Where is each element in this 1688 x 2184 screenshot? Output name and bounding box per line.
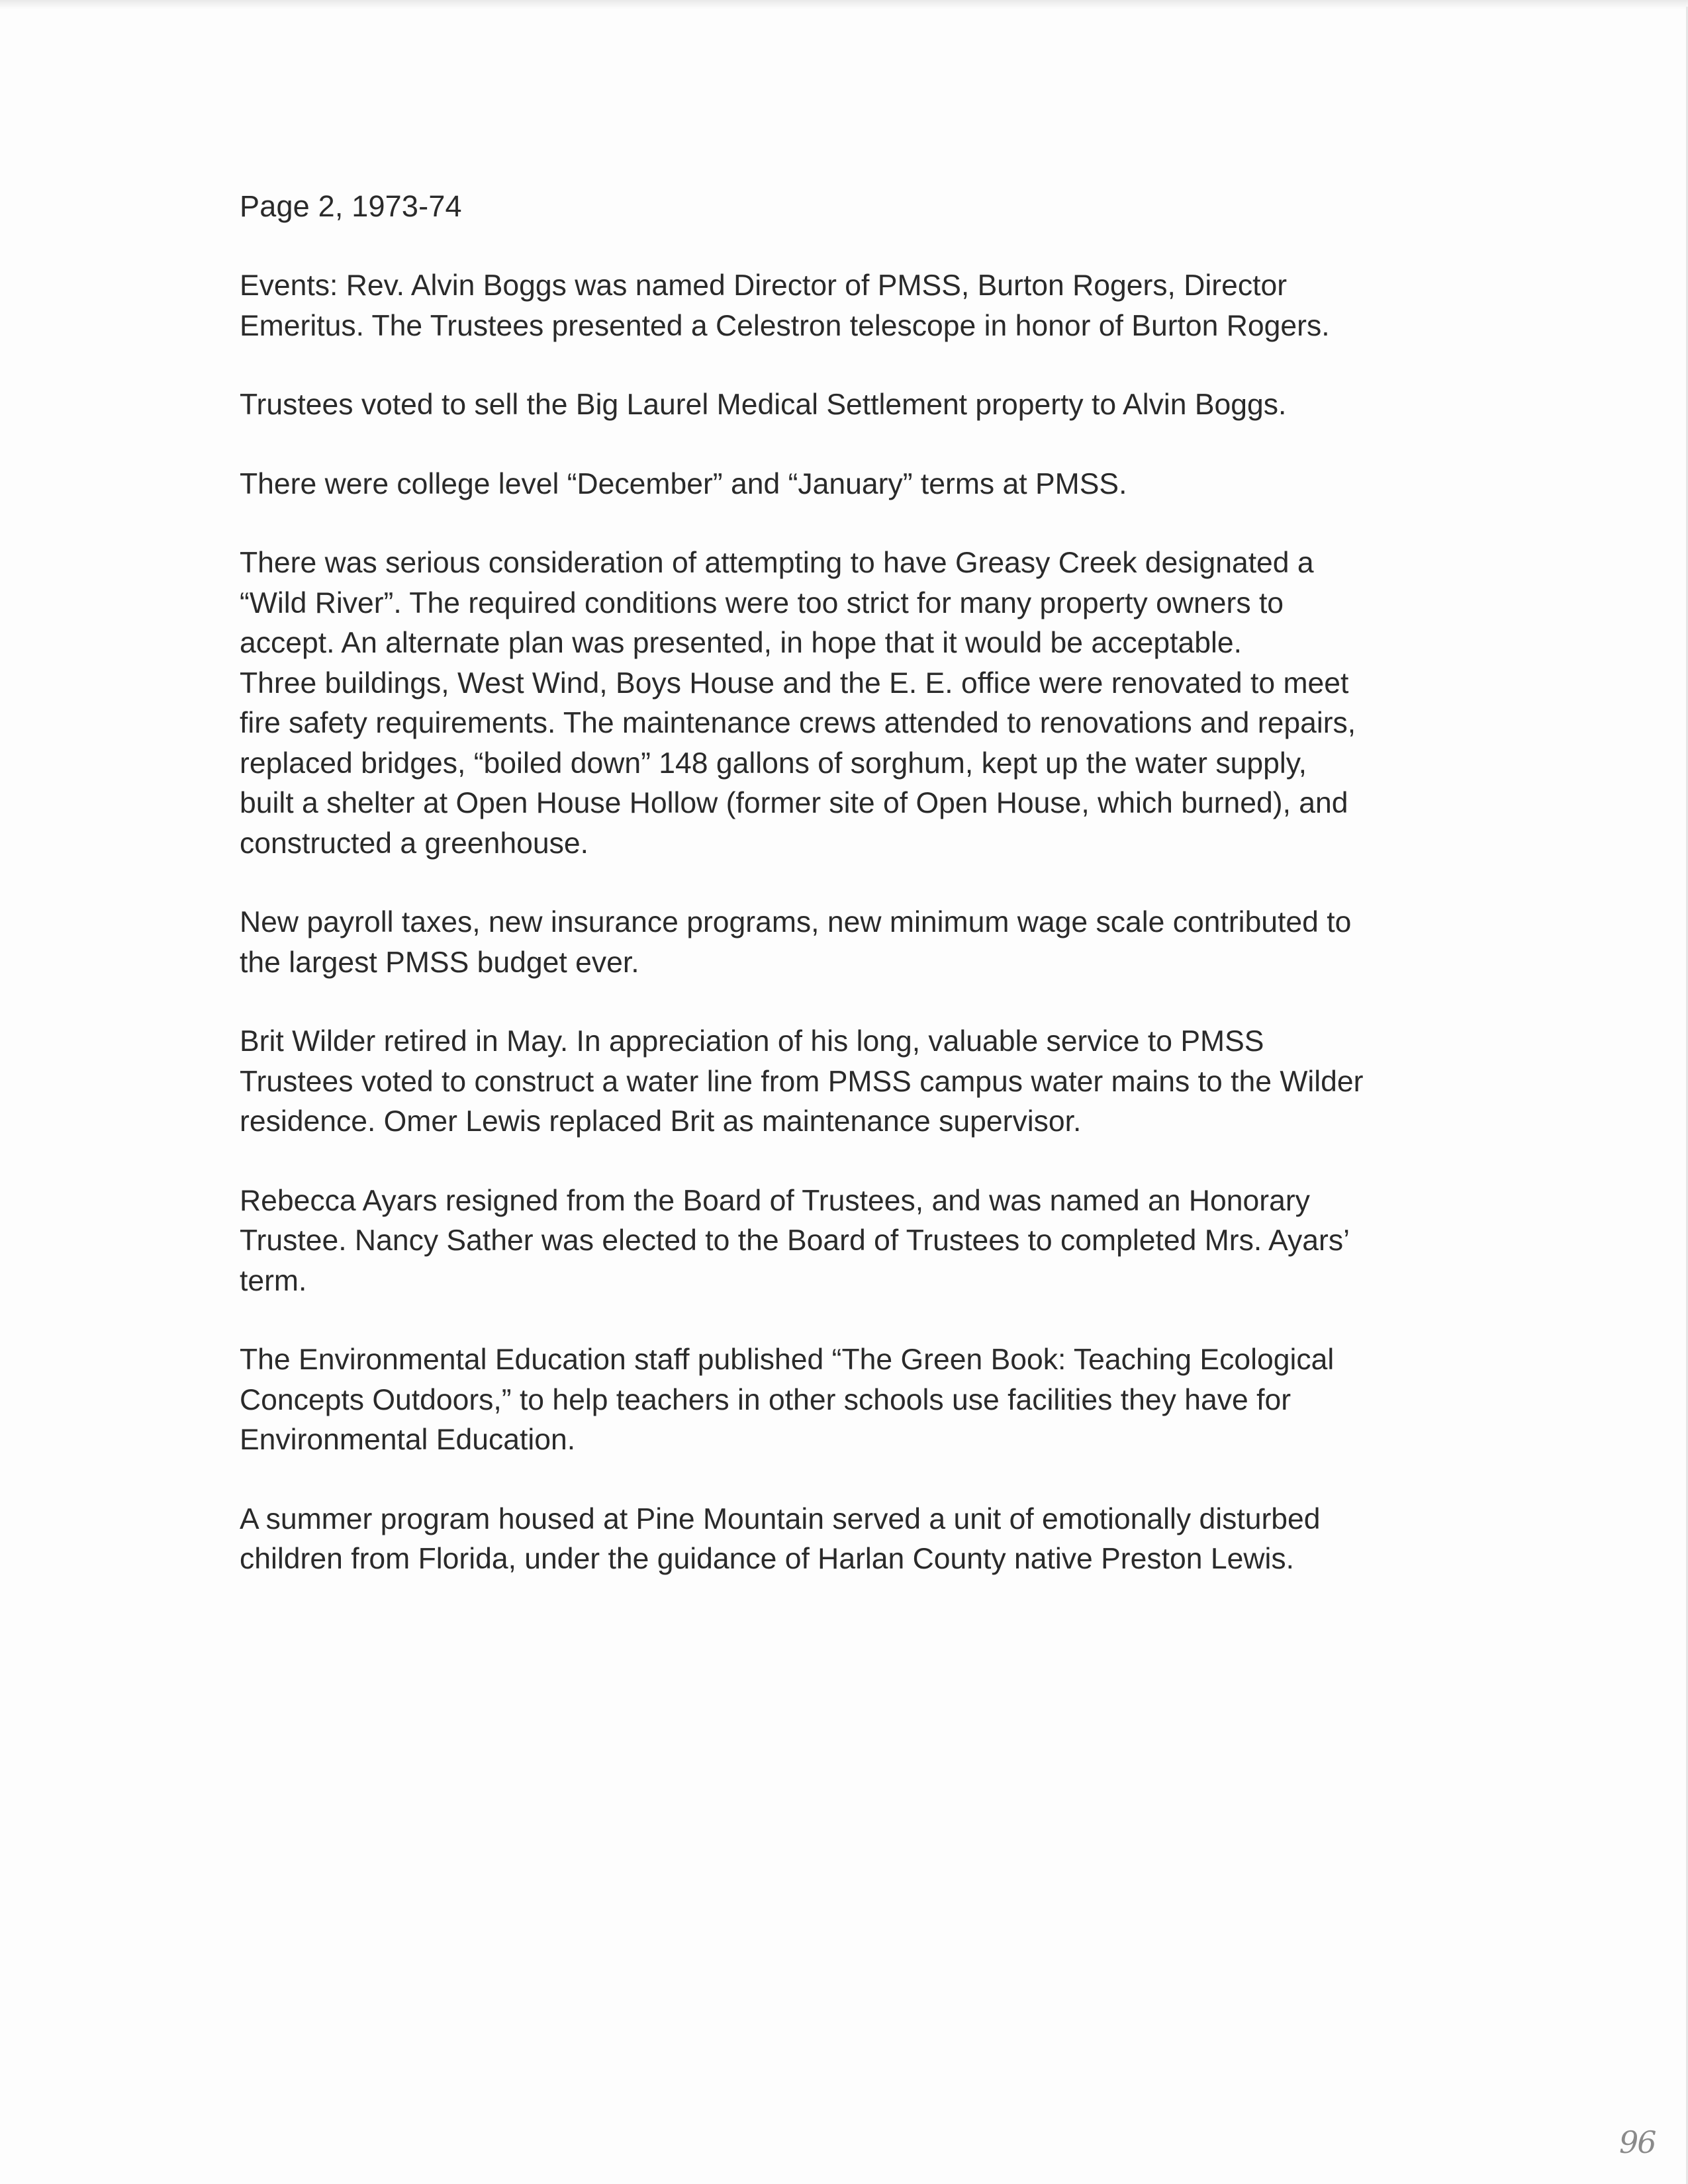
text-line: children from Florida, under the guidance of Harlan County native Preston Lewis. bbox=[240, 1543, 1294, 1575]
text-line: the largest PMSS budget ever. bbox=[240, 946, 639, 979]
text-line: The Environmental Education staff published “The Green Book: Teaching Ecological bbox=[240, 1343, 1335, 1376]
text-line: New payroll taxes, new insurance programs, new minimum wage scale contributed to bbox=[240, 906, 1352, 938]
paragraph-budget bbox=[240, 903, 1537, 983]
text-line: accept. An alternate plan was presented, in hope that it would be acceptable. bbox=[240, 627, 1243, 659]
text-line: Trustee. Nancy Sather was elected to the Board of Trustees to completed Mrs. Ayars’ bbox=[240, 1224, 1350, 1257]
document-body bbox=[240, 187, 1537, 1580]
paragraph-summer-program bbox=[240, 1500, 1537, 1580]
text-line: “Wild River”. The required conditions were too strict for many property owners to bbox=[240, 586, 1284, 619]
paragraph-college-terms bbox=[240, 465, 1537, 505]
paragraph-green-book bbox=[240, 1340, 1537, 1461]
paragraph-property-sale bbox=[240, 385, 1537, 426]
text-line: replaced bridges, “boiled down” 148 gallons of sorghum, kept up the water supply, bbox=[240, 747, 1307, 780]
text-line: Concepts Outdoors,” to help teachers in other schools use facilities they have for bbox=[240, 1383, 1291, 1416]
text-line: built a shelter at Open House Hollow (former site of Open House, which burned), and bbox=[240, 787, 1348, 819]
text-line: Trustees voted to construct a water line from PMSS campus water mains to the Wilder bbox=[240, 1065, 1364, 1098]
text-line: term. bbox=[240, 1264, 307, 1297]
text-line: There were college level “December” and “January” terms at PMSS. bbox=[240, 467, 1127, 500]
text-line: Three buildings, West Wind, Boys House and the E. E. office were renovated to meet bbox=[240, 666, 1349, 700]
handwritten-page-number: 96 bbox=[1619, 2124, 1656, 2160]
text-line: Events: Rev. Alvin Boggs was named Director of PMSS, Burton Rogers, Director bbox=[240, 269, 1288, 302]
scan-edge-top bbox=[0, 0, 1688, 9]
text-line: residence. Omer Lewis replaced Brit as maintenance supervisor. bbox=[240, 1105, 1082, 1138]
text-line: fire safety requirements. The maintenance crews attended to renovations and repairs, bbox=[240, 707, 1356, 739]
text-line: constructed a greenhouse. bbox=[240, 827, 588, 860]
text-line: There was serious consideration of attempting to have Greasy Creek designated a bbox=[240, 547, 1314, 579]
text-line: Trustees voted to sell the Big Laurel Medical Settlement property to Alvin Boggs. bbox=[240, 388, 1287, 421]
paragraph-wild-river bbox=[240, 543, 1537, 864]
paragraph-brit-wilder bbox=[240, 1022, 1537, 1142]
text-line: Rebecca Ayars resigned from the Board of Trustees, and was named an Honorary bbox=[240, 1184, 1310, 1217]
text-line: Brit Wilder retired in May. In appreciation of his long, valuable service to PMSS bbox=[240, 1025, 1264, 1058]
page-heading: Page 2, 1973-74 bbox=[240, 189, 462, 223]
text-line: A summer program housed at Pine Mountain served a unit of emotionally disturbed bbox=[240, 1502, 1321, 1535]
text-line: Emeritus. The Trustees presented a Celestron telescope in honor of Burton Rogers. bbox=[240, 309, 1330, 342]
text-line: Environmental Education. bbox=[240, 1424, 576, 1456]
paragraph-trustees bbox=[240, 1181, 1537, 1302]
paragraph-events bbox=[240, 266, 1537, 346]
